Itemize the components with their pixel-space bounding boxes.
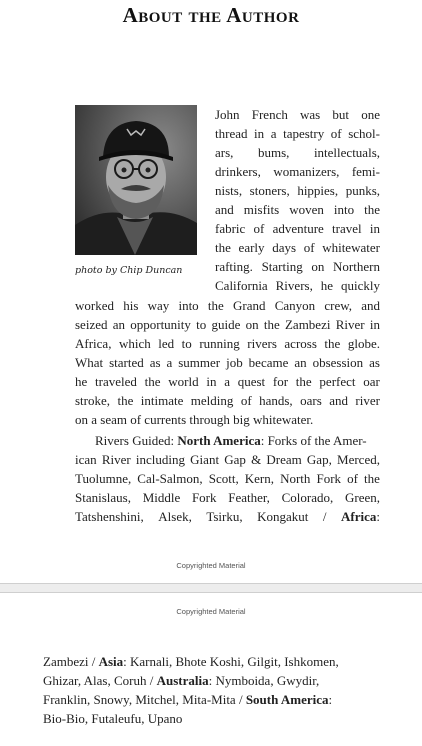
word: Middle <box>142 490 181 505</box>
word: as <box>149 355 161 370</box>
word: the <box>144 374 161 389</box>
photo-caption: photo by Chip Duncan <box>75 265 183 276</box>
word: in <box>369 317 380 332</box>
word: tapestry <box>283 126 325 141</box>
bio-line <box>215 124 380 143</box>
word: for <box>272 374 289 389</box>
word: What <box>75 355 104 370</box>
word: the <box>263 317 280 332</box>
word: femi- <box>351 164 380 179</box>
word: into <box>178 298 199 313</box>
bio-line <box>215 276 380 295</box>
word: the <box>364 202 380 217</box>
word: Gap, <box>306 452 332 467</box>
word: Northern <box>333 259 380 274</box>
word: adventure <box>272 221 324 236</box>
rivers-text: Franklin, Snowy, Mitchel, Mita-Mita / <box>43 692 246 707</box>
word: & <box>251 452 262 467</box>
word: in <box>369 221 380 236</box>
author-portrait-image <box>75 105 197 255</box>
region-north-america: North America <box>177 433 261 448</box>
word: the <box>207 298 224 313</box>
word: days <box>272 240 297 255</box>
word: schol- <box>348 126 380 141</box>
word: Scott, <box>208 471 239 486</box>
word: Feather, <box>228 490 270 505</box>
word: whitewater <box>322 240 380 255</box>
word: obsession <box>312 355 364 370</box>
word: crew, <box>324 298 353 313</box>
word: quest <box>237 374 266 389</box>
word: Green, <box>344 490 380 505</box>
author-photo <box>75 105 197 255</box>
word: of <box>347 471 358 486</box>
word: on <box>311 259 325 274</box>
word: he <box>75 374 88 389</box>
word: early <box>238 240 265 255</box>
word: hippies, <box>297 183 339 198</box>
word: punks, <box>345 183 380 198</box>
word: rivers <box>247 336 277 351</box>
word: nists, <box>215 183 243 198</box>
word: bums, <box>257 145 290 160</box>
word: Gap <box>224 452 246 467</box>
bio-line: on a seam of currents through big whitewater. <box>75 412 314 427</box>
bio-line <box>75 353 380 372</box>
word: California <box>215 278 268 293</box>
bio-line <box>215 200 380 219</box>
bio-line <box>75 334 380 353</box>
word: stroke, <box>75 393 111 408</box>
bio-line <box>215 143 380 162</box>
word: of <box>330 126 342 141</box>
word: of <box>303 240 315 255</box>
word: Cal-Salmon, <box>137 471 203 486</box>
word: way <box>147 298 170 313</box>
word: worked <box>75 298 114 313</box>
word: River <box>335 317 365 332</box>
word: the <box>324 336 341 351</box>
bio-line <box>75 391 380 410</box>
word: perfect <box>319 374 356 389</box>
rivers-line <box>75 488 380 507</box>
word: a <box>224 374 230 389</box>
word: and <box>329 393 348 408</box>
word: hands, <box>259 393 293 408</box>
word: river <box>355 393 380 408</box>
bio-line <box>75 315 380 334</box>
word: in <box>206 374 217 389</box>
word: in <box>254 126 265 141</box>
word: world <box>168 374 199 389</box>
bio-line <box>215 181 380 200</box>
rivers-line <box>95 431 380 450</box>
word: Canyon <box>274 298 316 313</box>
word: which <box>118 336 151 351</box>
word: quickly <box>340 278 380 293</box>
word: of <box>240 393 252 408</box>
word: across <box>284 336 317 351</box>
region-asia: Asia <box>98 654 124 669</box>
word: thread <box>215 126 248 141</box>
word: Dream <box>266 452 302 467</box>
bio-line <box>215 257 380 276</box>
word: summer <box>178 355 221 370</box>
page-title: About the Author <box>122 3 300 27</box>
word: woven <box>289 202 324 217</box>
word: and <box>215 202 234 217</box>
word: drinkers, <box>215 164 261 179</box>
rivers-line <box>75 469 380 488</box>
region-africa: Africa: <box>341 509 380 524</box>
bio-line <box>75 296 380 315</box>
word: ars, <box>215 145 234 160</box>
rivers-text: Zambezi / <box>43 654 99 669</box>
region-australia: Australia <box>156 673 209 688</box>
word: and <box>361 298 380 313</box>
word: intellectuals, <box>313 145 380 160</box>
word: his <box>123 298 139 313</box>
word: misfits <box>243 202 280 217</box>
rivers-line <box>75 450 380 469</box>
word: one <box>361 107 380 122</box>
book-page-2 <box>0 592 422 746</box>
word: including <box>135 452 185 467</box>
word: a <box>270 126 277 141</box>
word: Africa, <box>75 336 112 351</box>
word: the <box>215 240 231 255</box>
rivers-line <box>43 652 339 671</box>
word: intimate <box>140 393 184 408</box>
word: led <box>158 336 175 351</box>
word: Stanislaus, <box>75 490 131 505</box>
word: job <box>226 355 243 370</box>
word: started <box>109 355 144 370</box>
word: Giant <box>190 452 220 467</box>
word: became <box>248 355 289 370</box>
bio-line <box>215 238 380 257</box>
word: rafting. <box>215 259 253 274</box>
word: Colorado, <box>281 490 334 505</box>
bio-line <box>215 105 380 124</box>
word: traveled <box>95 374 137 389</box>
word: Tatshenshini, <box>75 509 144 524</box>
rivers-text: : Forks of the Amer- <box>260 433 367 448</box>
word: Merced, <box>337 452 380 467</box>
word: River <box>101 452 131 467</box>
rivers-text: Ghizar, Alas, Coruh / <box>43 673 157 688</box>
word: an <box>112 317 125 332</box>
word: oars <box>300 393 322 408</box>
word: Alsek, <box>158 509 192 524</box>
word: the <box>117 393 134 408</box>
word: an <box>294 355 307 370</box>
rivers-line <box>75 507 380 526</box>
word: travel <box>332 221 362 236</box>
word: guide <box>211 317 241 332</box>
rivers-line <box>43 671 319 690</box>
rivers-line: Bio-Bio, Futaleufu, Upano <box>43 711 183 726</box>
word: he <box>320 278 334 293</box>
word: to <box>196 317 207 332</box>
word: Fork <box>316 471 342 486</box>
word: Fork <box>191 490 217 505</box>
word: Starting <box>261 259 303 274</box>
word: Zambezi <box>284 317 331 332</box>
word: as <box>369 355 380 370</box>
rivers-text: : <box>328 692 333 707</box>
word: into <box>333 202 355 217</box>
word: Tuolumne, <box>75 471 132 486</box>
word: globe. <box>347 336 380 351</box>
copyright-notice: Copyrighted Material <box>176 561 246 570</box>
rivers-lead: Rivers Guided: <box>95 433 175 448</box>
copyright-notice: Copyrighted Material <box>176 607 246 616</box>
bio-line <box>75 372 380 391</box>
word: Grand <box>232 298 266 313</box>
word: stoners, <box>249 183 290 198</box>
region-south-america: South America <box>245 692 329 707</box>
word: fabric <box>215 221 246 236</box>
word: womanizers, <box>273 164 340 179</box>
word: the <box>364 471 380 486</box>
rivers-line <box>43 690 332 709</box>
word: John <box>215 107 240 122</box>
word: French <box>251 107 288 122</box>
bio-line <box>215 162 380 181</box>
word: seized <box>75 317 108 332</box>
rivers-text: : Karnali, Bhote Koshi, Gilgit, Ishkomen, <box>123 654 339 669</box>
word: / <box>322 509 327 524</box>
word: the <box>295 374 312 389</box>
word: to <box>181 336 192 351</box>
word: North <box>280 471 311 486</box>
word: on <box>245 317 259 332</box>
rivers-text: : Nymboida, Gwydir, <box>208 673 320 688</box>
word: Rivers, <box>275 278 313 293</box>
bio-line <box>215 219 380 238</box>
word: a <box>166 355 173 370</box>
word: Kongakut <box>257 509 309 524</box>
word: Kern, <box>244 471 275 486</box>
word: oar <box>363 374 380 389</box>
word: was <box>300 107 321 122</box>
word: ican <box>75 452 97 467</box>
word: running <box>199 336 240 351</box>
word: but <box>332 107 350 122</box>
word: Tsirku, <box>206 509 243 524</box>
word: melding <box>190 393 234 408</box>
word: opportunity <box>130 317 191 332</box>
word: of <box>253 221 265 236</box>
